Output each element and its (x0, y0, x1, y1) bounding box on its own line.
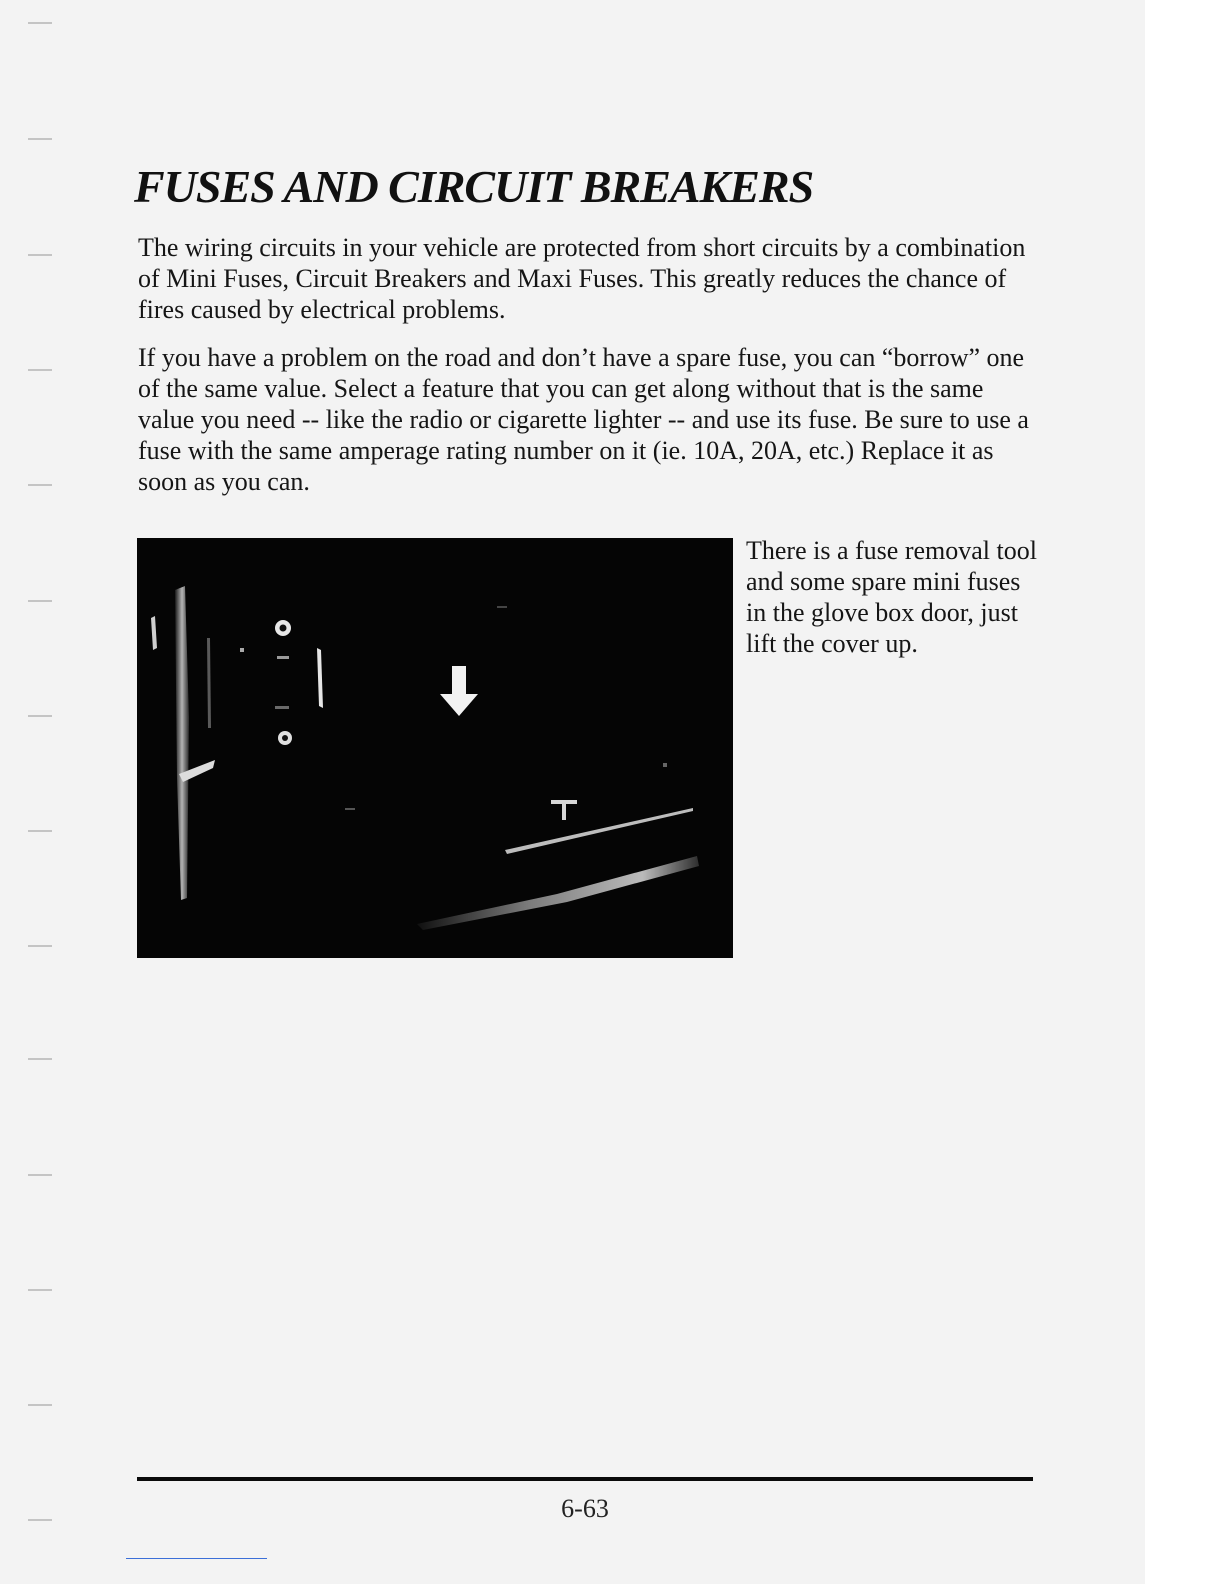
intro-paragraph: The wiring circuits in your vehicle are protected from short circuits by a combination of Mini Fuses, Circuit Breakers and Maxi Fuses. This greatly reduces the chance of fires caused by electrical problems. (138, 233, 1026, 324)
photo-background (137, 538, 733, 958)
glove-box-illustration (137, 538, 733, 958)
margin-tick (28, 600, 52, 602)
margin-tick (28, 1289, 52, 1291)
margin-tick (28, 369, 52, 371)
margin-tick (28, 1174, 52, 1176)
page-number: 6-63 (561, 1494, 609, 1523)
fuse-slot (275, 706, 289, 709)
spare-fuse-paragraph: If you have a problem on the road and don’t have a spare fuse, you can “borrow” one of the same value. Select a feature that you can get along without that is the same value you need -- like the radio or cigarette lighter -- and use its fuse. Be sure to use a fuse with the same amperage rating number on it (ie. 10A, 20A, etc.) Replace it as soon as you can. (138, 343, 1029, 496)
glove-box-fuse-photo (137, 538, 733, 958)
page-title: FUSES AND CIRCUIT BREAKERS (134, 161, 814, 212)
footer-rule (137, 1477, 1033, 1481)
margin-tick (28, 138, 52, 140)
spare-fuse (280, 625, 287, 632)
margin-tick (28, 22, 52, 24)
specular-dot (345, 808, 355, 810)
fuse-slot (277, 656, 289, 659)
margin-tick (28, 484, 52, 486)
specular-dot (663, 763, 667, 767)
margin-tick (28, 830, 52, 832)
margin-tick (28, 254, 52, 256)
screw-dot (240, 648, 244, 652)
margin-tick (28, 715, 52, 717)
spare-fuse (282, 735, 288, 741)
margin-tick (28, 1519, 52, 1521)
margin-tick (28, 1404, 52, 1406)
photo-caption: There is a fuse removal tool and some spare mini fuses in the glove box door, just lift the cover up. (746, 536, 1037, 658)
margin-tick (28, 945, 52, 947)
specular-dot (497, 606, 507, 608)
margin-tick (28, 1058, 52, 1060)
scan-edge-line (126, 1558, 267, 1559)
